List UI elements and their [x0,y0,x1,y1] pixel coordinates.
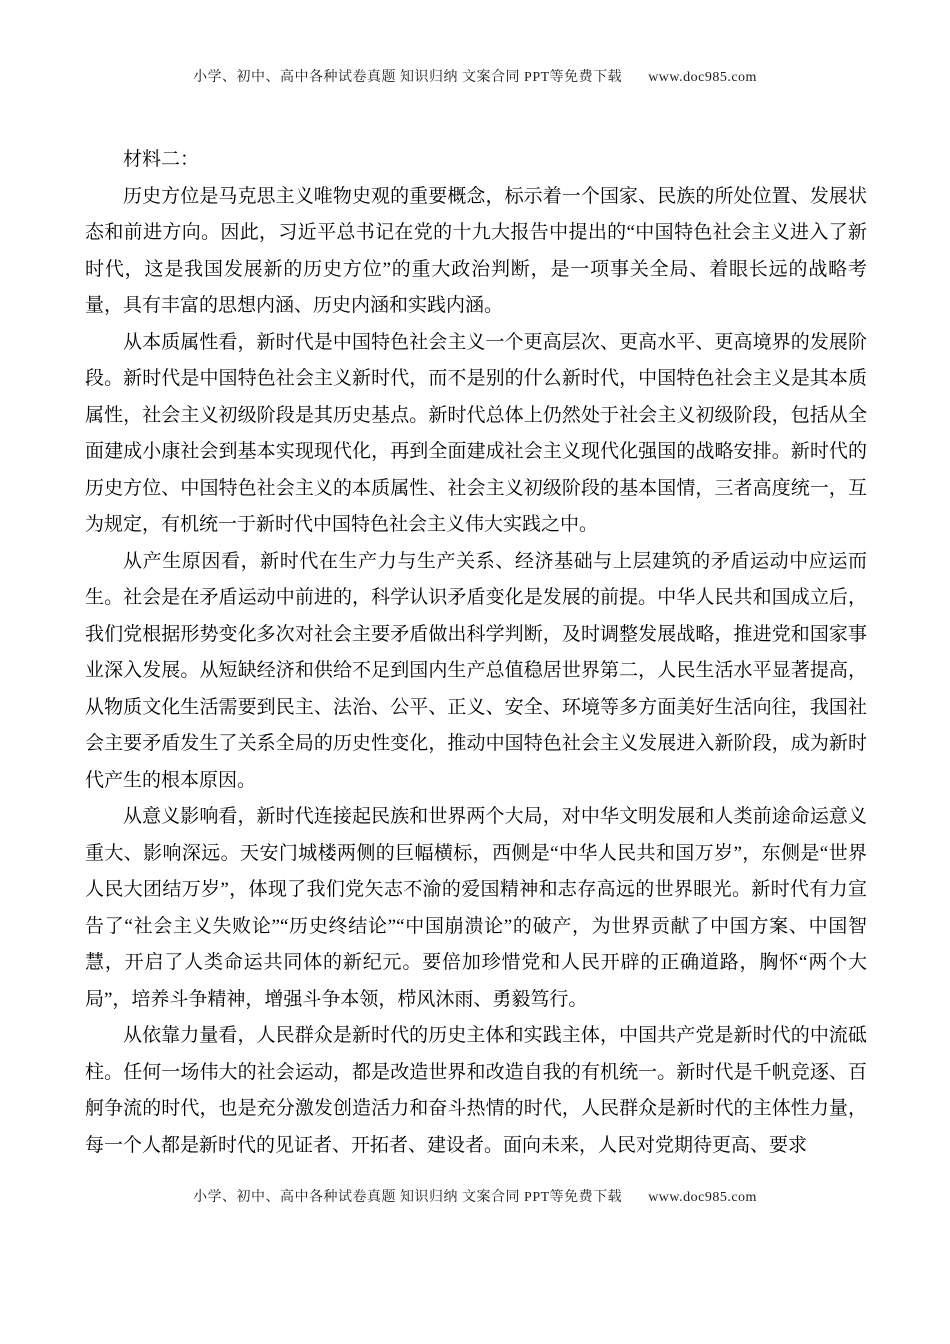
document-body [85,142,867,1164]
paragraph-essential-attribute: 从本质属性看，新时代是中国特色社会主义一个更高层次、更高水平、更高境界的发展阶段。新时代是中国特色社会主义新时代，而不是别的什么新时代，中国特色社会主义是其本质属性，社会主义初级阶段是其历史基点。新时代总体上仍然处于社会主义初级阶段，包括从全面建成小康社会到基本实现现代化，再到全面建成社会主义现代化强国的战略安排。新时代的历史方位、中国特色社会主义的本质属性、社会主义初级阶段的基本国情，三者高度统一，互为规定，有机统一于新时代中国特色社会主义伟大实践之中。 [85,331,867,535]
header-site-url: www.doc985.com [648,70,757,85]
header-site-text: 小学、初中、高中各种试卷真题 知识归纳 文案合同 PPT等免费下载 [193,70,623,85]
paragraph-reliance-strength: 从依靠力量看，人民群众是新时代的历史主体和实践主体，中国共产党是新时代的中流砥柱。任何一场伟大的社会运动，都是改造世界和改造自我的有机统一。新时代是千帆竞逐、百舸争流的时代，也是充分激发创造活力和奋斗热情的时代，人民群众是新时代的主体性力量，每一个人都是新时代的见证者、开拓者、建设者。面向未来，人民对党期待更高、要求 [85,1025,867,1156]
paragraph-significance-influence: 从意义影响看，新时代连接起民族和世界两个大局，对中华文明发展和人类前途命运意义重大、影响深远。天安门城楼两侧的巨幅横标，西侧是“中华人民共和国万岁”，东侧是“世界人民大团结万岁”，体现了我们党矢志不渝的爱国精神和志存高远的世界眼光。新时代有力宣告了“社会主义失败论”“历史终结论”“中国崩溃论”的破产，为世界贡献了中国方案、中国智慧，开启了人类命运共同体的新纪元。要倍加珍惜党和人民开辟的正确道路，胸怀“两个大局”，培养斗争精神，增强斗争本领，栉风沐雨、勇毅笃行。 [85,806,867,1010]
paragraph-cause-of-emergence: 从产生原因看，新时代在生产力与生产关系、经济基础与上层建筑的矛盾运动中应运而生。社会是在矛盾运动中前进的，科学认识矛盾变化是发展的前提。中华人民共和国成立后，我们党根据形势变化多次对社会主要矛盾做出科学判断，及时调整发展战略，推进党和国家事业深入发展。从短缺经济和供给不足到国内生产总值稳居世界第二，人民生活水平显著提高，从物质文化生活需要到民主、法治、公平、正义、安全、环境等多方面美好生活向往，我国社会主要矛盾发生了关系全局的历史性变化，推动中国特色社会主义发展进入新阶段，成为新时代产生的根本原因。 [85,550,867,791]
footer-site-url: www.doc985.com [648,1190,757,1205]
page-header [0,66,950,86]
paragraph-historical-position: 历史方位是马克思主义唯物史观的重要概念，标示着一个国家、民族的所处位置、发展状态和前进方向。因此，习近平总书记在党的十九大报告中提出的“中国特色社会主义进入了新时代，这是我国发展新的历史方位”的重大政治判断，是一项事关全局、着眼长远的战略考量，具有丰富的思想内涵、历史内涵和实践内涵。 [85,185,867,316]
material-heading: 材料二： [123,149,200,170]
page-footer [0,1186,950,1206]
footer-site-text: 小学、初中、高中各种试卷真题 知识归纳 文案合同 PPT等免费下载 [193,1190,623,1205]
